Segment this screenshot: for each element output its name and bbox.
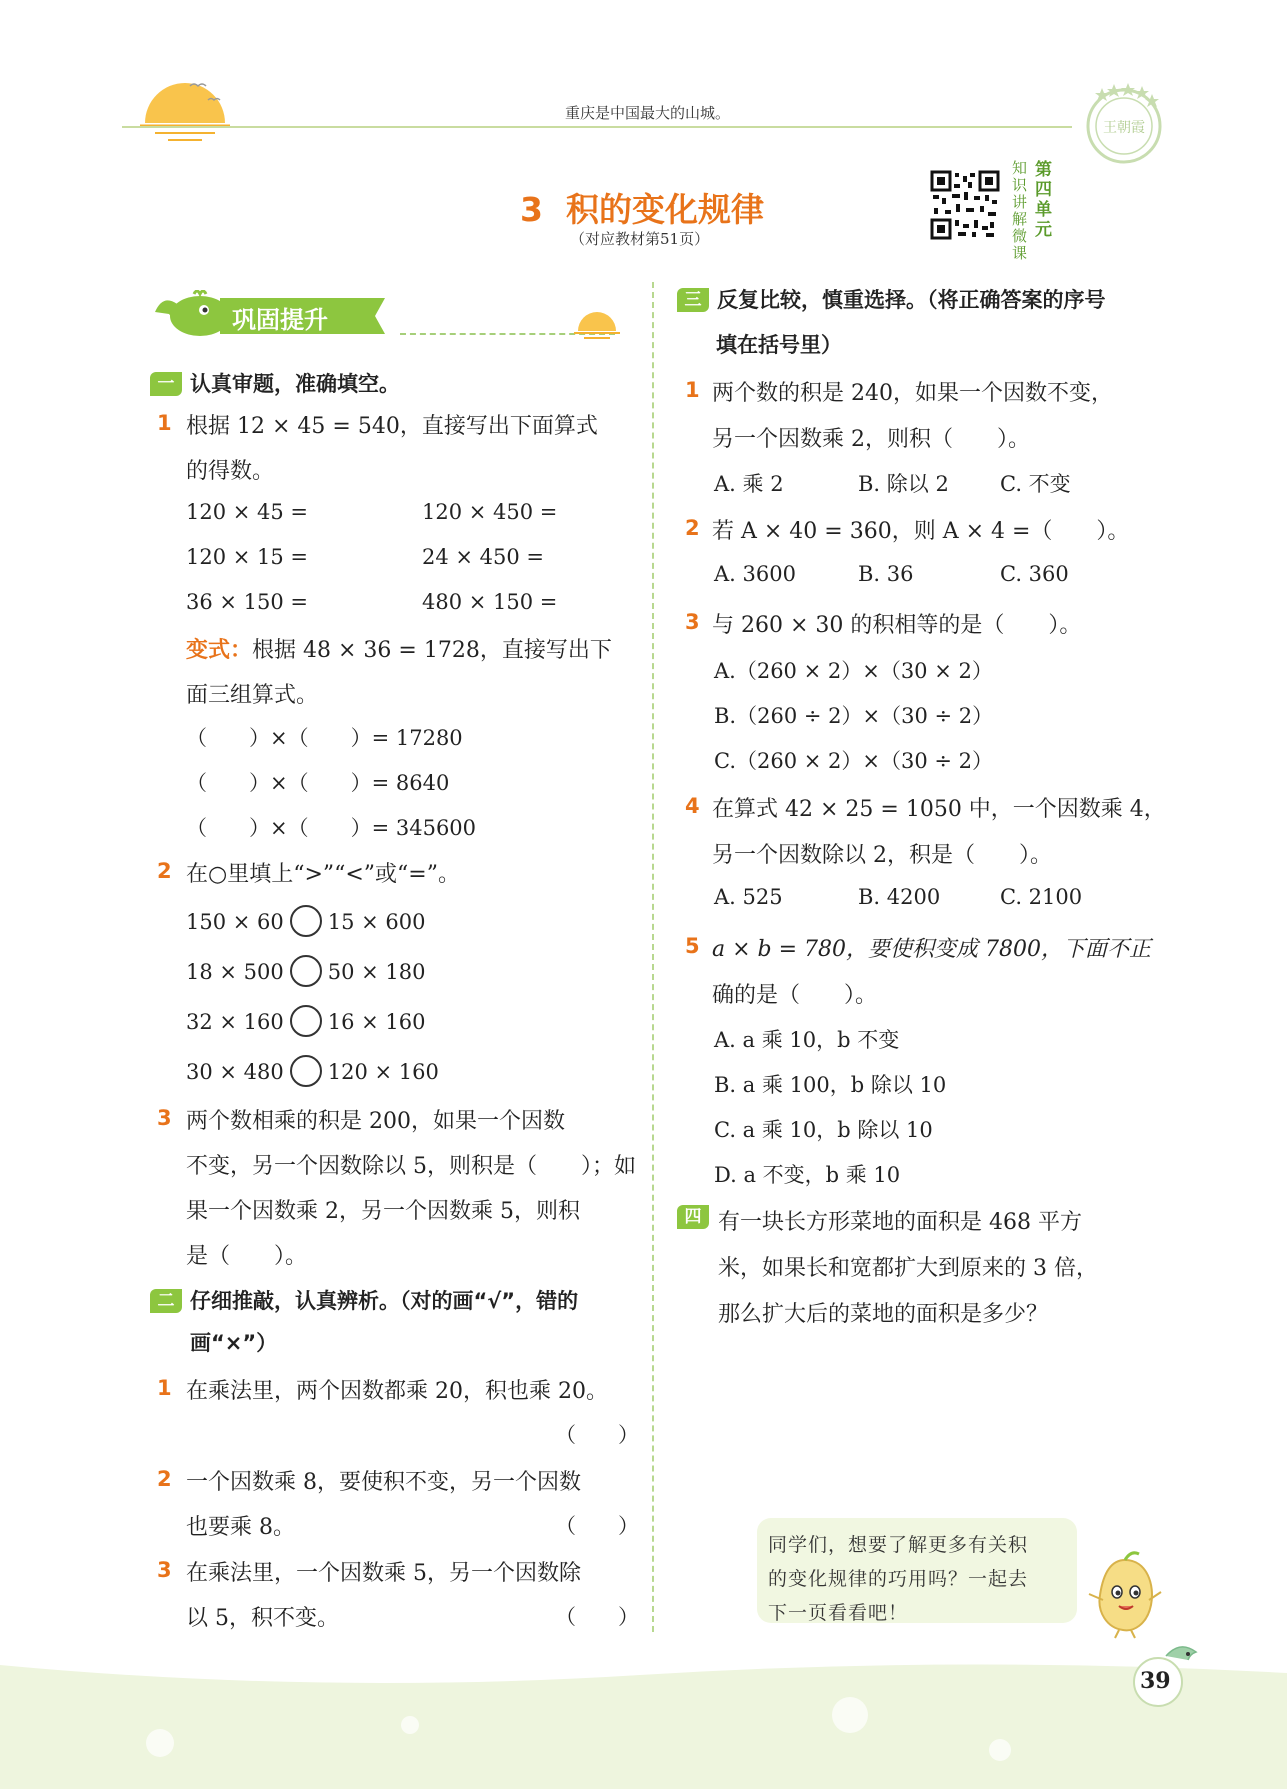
equation: 36 × 150 = bbox=[186, 590, 309, 614]
statement-text: 一个因数乘 8，要使积不变，另一个因数 bbox=[186, 1470, 581, 1495]
page-title: 3 积的变化规律 bbox=[520, 190, 764, 229]
statement-text: 在乘法里，一个因数乘 5，另一个因数除 bbox=[186, 1561, 581, 1586]
qr-label-unit: 第四单元 bbox=[1035, 160, 1052, 240]
question-text: 与 260 × 30 的积相等的是（ ）。 bbox=[712, 613, 1082, 638]
equation: 120 × 450 = bbox=[422, 500, 558, 524]
svg-text:王朝霞: 王朝霞 bbox=[1103, 120, 1145, 136]
question-text: 两个数的积是 240，如果一个因数不变， bbox=[712, 381, 1113, 406]
footer-decoration bbox=[0, 1655, 1287, 1789]
section-4-badge: 四 bbox=[677, 1205, 709, 1229]
option-b[interactable]: B. 36 bbox=[858, 562, 914, 586]
question-text: 是（ ）。 bbox=[186, 1244, 308, 1269]
page-subtitle: （对应教材第51页） bbox=[570, 230, 710, 248]
compare-circle[interactable] bbox=[290, 1055, 322, 1087]
statement-text: 在乘法里，两个因数都乘 20，积也乘 20。 bbox=[186, 1379, 608, 1404]
logo-seal-icon bbox=[1080, 80, 1168, 168]
question-number: 1 bbox=[157, 411, 172, 435]
mascot-icon bbox=[1085, 1550, 1165, 1640]
question-number: 2 bbox=[685, 516, 700, 540]
compare-row: 30 × 480 120 × 160 bbox=[186, 1055, 439, 1087]
variant-question: 面三组算式。 bbox=[186, 683, 319, 708]
small-sun-icon bbox=[572, 305, 622, 345]
question-text: 果一个因数乘 2，另一个因数乘 5，则积 bbox=[186, 1199, 580, 1224]
option-d[interactable]: D. a 不变，b 乘 10 bbox=[714, 1163, 901, 1187]
question-number: 3 bbox=[685, 610, 700, 634]
equation: 480 × 150 = bbox=[422, 590, 558, 614]
section-2-heading-cont: 画“×”） bbox=[190, 1331, 278, 1355]
question-number: 4 bbox=[685, 794, 700, 818]
word-problem-text: 那么扩大后的菜地的面积是多少？ bbox=[718, 1302, 1049, 1327]
variant-question: 变式：根据 48 × 36 = 1728，直接写出下 bbox=[186, 638, 612, 663]
option-a[interactable]: A. 3600 bbox=[714, 562, 796, 586]
option-c[interactable]: C. 不变 bbox=[1000, 472, 1071, 496]
question-text: 确的是（ ）。 bbox=[712, 983, 878, 1008]
question-text: 根据 12 × 45 = 540，直接写出下面算式 bbox=[186, 414, 598, 439]
question-number: 1 bbox=[685, 378, 700, 402]
question-text: 的得数。 bbox=[186, 459, 275, 484]
section-3-badge: 三 bbox=[677, 288, 709, 312]
option-c[interactable]: C. a 乘 10，b 除以 10 bbox=[714, 1118, 933, 1142]
option-b[interactable]: B.（260 ÷ 2）×（30 ÷ 2） bbox=[714, 704, 994, 728]
judge-blank[interactable]: （ ） bbox=[555, 1605, 639, 1629]
sun-decoration-icon bbox=[140, 78, 230, 148]
section-1-badge: 一 bbox=[150, 372, 182, 396]
qr-label-microlesson: 知识讲解微课 bbox=[1012, 159, 1028, 262]
brand-logo bbox=[1080, 80, 1168, 168]
word-problem-text: 米，如果长和宽都扩大到原来的 3 倍， bbox=[718, 1256, 1098, 1281]
tip-text: 同学们，想要了解更多有关积 的变化规律的巧用吗？一起去 下一页看看吧！ bbox=[768, 1534, 1029, 1624]
option-b[interactable]: B. 4200 bbox=[858, 885, 941, 909]
compare-circle[interactable] bbox=[290, 905, 322, 937]
option-a[interactable]: A.（260 × 2）×（30 × 2） bbox=[714, 659, 993, 683]
question-number: 3 bbox=[157, 1106, 172, 1130]
option-b[interactable]: B. 除以 2 bbox=[858, 472, 949, 496]
equation: 120 × 15 = bbox=[186, 545, 309, 569]
fill-blank-equation[interactable]: （ ）×（ ）= 345600 bbox=[186, 816, 477, 840]
option-b[interactable]: B. a 乘 100，b 除以 10 bbox=[714, 1073, 947, 1097]
compare-row: 18 × 500 50 × 180 bbox=[186, 955, 426, 987]
question-number: 3 bbox=[157, 1558, 172, 1582]
statement-text: 以 5，积不变。 bbox=[186, 1606, 339, 1631]
compare-row: 150 × 60 15 × 600 bbox=[186, 905, 426, 937]
section-3-heading-cont: 填在括号里） bbox=[716, 333, 842, 357]
fill-blank-equation[interactable]: （ ）×（ ）= 8640 bbox=[186, 771, 450, 795]
question-number: 2 bbox=[157, 859, 172, 883]
option-c[interactable]: C. 2100 bbox=[1000, 885, 1083, 909]
judge-blank[interactable]: （ ） bbox=[555, 1423, 639, 1447]
word-problem-text: 有一块长方形菜地的面积是 468 平方 bbox=[718, 1210, 1082, 1235]
statement-text: 也要乘 8。 bbox=[186, 1515, 295, 1540]
question-text: 另一个因数乘 2，则积（ ）。 bbox=[712, 427, 1030, 452]
question-text: 在○里填上“>”“<”或“=”。 bbox=[186, 862, 460, 887]
question-number: 1 bbox=[157, 1376, 172, 1400]
page-number: 39 bbox=[1140, 1668, 1171, 1694]
question-number: 5 bbox=[685, 934, 700, 958]
question-text: 另一个因数除以 2，积是（ ）。 bbox=[712, 843, 1052, 868]
equation: 120 × 45 = bbox=[186, 500, 309, 524]
compare-circle[interactable] bbox=[290, 955, 322, 987]
question-text: 不变，另一个因数除以 5，则积是（ ）；如 bbox=[186, 1154, 636, 1179]
compare-row: 32 × 160 16 × 160 bbox=[186, 1005, 426, 1037]
question-text: 两个数相乘的积是 200，如果一个因数 bbox=[186, 1109, 565, 1134]
option-c[interactable]: C. 360 bbox=[1000, 562, 1069, 586]
option-a[interactable]: A. 525 bbox=[714, 885, 783, 909]
question-text: a × b = 780，要使积变成 7800，下面不正 bbox=[712, 937, 1152, 962]
qr-code-icon[interactable] bbox=[930, 170, 1000, 240]
section-3-heading: 三 反复比较，慎重选择。（将正确答案的序号 bbox=[677, 284, 1106, 314]
judge-blank[interactable]: （ ） bbox=[555, 1514, 639, 1538]
header-motto: 重庆是中国最大的山城。 bbox=[565, 104, 731, 122]
equation: 24 × 450 = bbox=[422, 545, 545, 569]
option-a[interactable]: A. a 乘 10，b 不变 bbox=[714, 1028, 900, 1052]
option-c[interactable]: C.（260 × 2）×（30 ÷ 2） bbox=[714, 749, 994, 773]
variant-label: 变式： bbox=[186, 638, 253, 663]
fill-blank-equation[interactable]: （ ）×（ ）= 17280 bbox=[186, 726, 463, 750]
banner-title: 巩固提升 bbox=[232, 306, 328, 334]
header-rule bbox=[122, 126, 1072, 128]
column-divider bbox=[652, 282, 654, 1632]
compare-circle[interactable] bbox=[290, 1005, 322, 1037]
option-a[interactable]: A. 乘 2 bbox=[714, 472, 784, 496]
section-2-badge: 二 bbox=[150, 1289, 182, 1313]
section-2-heading: 二 仔细推敲，认真辨析。（对的画“√”，错的 bbox=[150, 1285, 578, 1315]
section-1-heading: 一 认真审题，准确填空。 bbox=[150, 368, 400, 398]
question-number: 2 bbox=[157, 1467, 172, 1491]
question-text: 若 A × 40 = 360，则 A × 4 =（ ）。 bbox=[712, 519, 1130, 544]
question-text: 在算式 42 × 25 = 1050 中，一个因数乘 4， bbox=[712, 797, 1166, 822]
section-4-heading bbox=[677, 1205, 717, 1229]
